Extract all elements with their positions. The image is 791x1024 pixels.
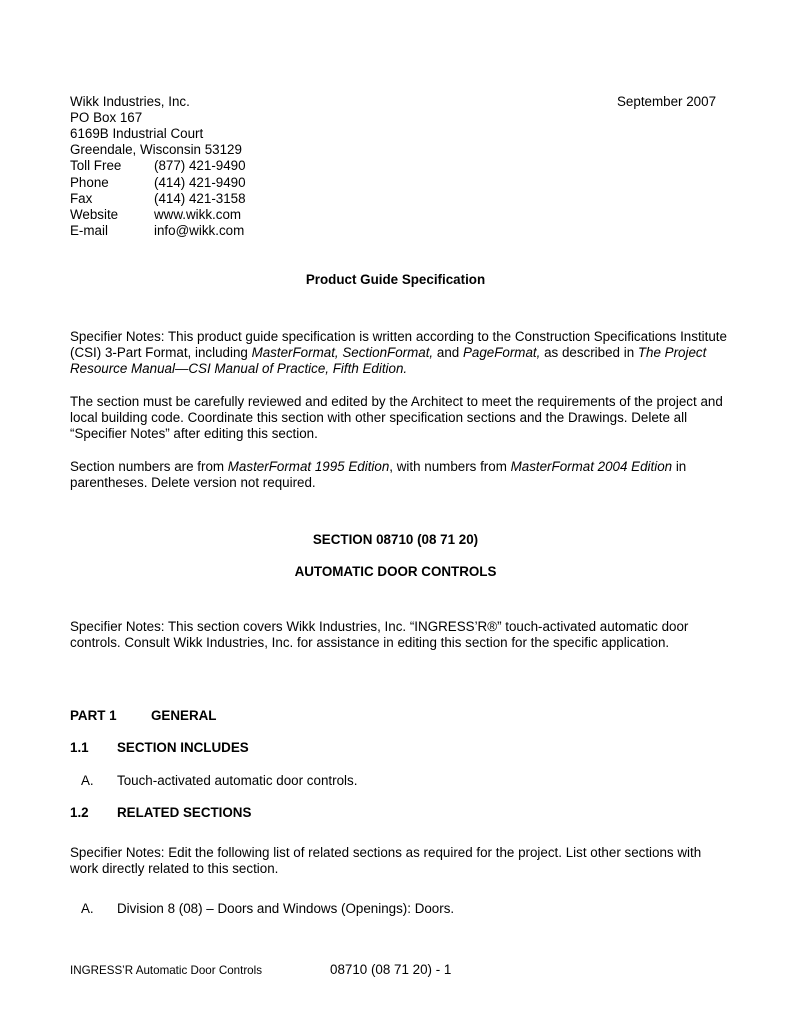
- list-item-text: Division 8 (08) – Doors and Windows (Openings): Doors.: [117, 901, 455, 916]
- contact-label: Phone: [70, 175, 109, 190]
- list-item-letter: A.: [81, 773, 94, 788]
- article-number: 1.1: [70, 740, 89, 755]
- company-name: Wikk Industries, Inc.: [70, 94, 190, 109]
- list-item-text: Touch-activated automatic door controls.: [117, 773, 358, 788]
- italic-run: MasterFormat, SectionFormat,: [251, 345, 434, 361]
- intro-paragraph-3: [70, 459, 730, 491]
- contact-toll-free: [70, 158, 246, 174]
- italic-run: PageFormat,: [462, 345, 541, 361]
- article-title: RELATED SECTIONS: [117, 805, 252, 820]
- intro-paragraph-2: The section must be carefully reviewed and edited by the Architect to meet the requirements of the project and local building code. Coordinate this section with other specification sections and the Drawings. Delete all “Specifier Notes” after editing this section.: [70, 394, 723, 442]
- section-number: SECTION 08710 (08 71 20): [312, 532, 479, 547]
- text-run: , with numbers from: [389, 459, 511, 474]
- list-item-letter: A.: [81, 901, 94, 916]
- section-title: AUTOMATIC DOOR CONTROLS: [294, 564, 497, 579]
- text-run: Specifier Notes: This product guide specification is written according to the Construction Specifications Institute (CSI) 3-Part Format, including: [70, 329, 727, 361]
- article-number: 1.2: [70, 805, 89, 820]
- intro-paragraph-1: [70, 329, 730, 378]
- city-state-zip: Greendale, Wisconsin 53129: [70, 142, 242, 157]
- contact-value: www.wikk.com: [154, 207, 242, 222]
- part-number: PART 1: [70, 708, 117, 723]
- contact-value: (877) 421-9490: [154, 158, 246, 173]
- contact-label: E-mail: [70, 223, 108, 238]
- article-title: SECTION INCLUDES: [117, 740, 249, 755]
- contact-website: [70, 207, 241, 223]
- contact-label: Website: [70, 207, 119, 222]
- footer-page-number: 08710 (08 71 20) - 1: [330, 962, 452, 977]
- related-sections-note: Specifier Notes: Edit the following list of related sections as required for the project. List other sections with work directly related to this section.: [70, 845, 702, 877]
- footer-product-name: INGRESS’R Automatic Door Controls: [70, 964, 263, 977]
- contact-email: [70, 223, 244, 239]
- contact-fax: [70, 191, 246, 207]
- street-address: 6169B Industrial Court: [70, 126, 204, 141]
- contact-value: info@wikk.com: [154, 223, 245, 238]
- contact-phone: [70, 175, 246, 191]
- document-date: September 2007: [617, 94, 717, 109]
- document-title: Product Guide Specification: [305, 272, 486, 287]
- contact-label: Toll Free: [70, 158, 122, 173]
- contact-value: (414) 421-9490: [154, 175, 246, 190]
- po-box: PO Box 167: [70, 110, 143, 125]
- contact-value: (414) 421-3158: [154, 191, 246, 206]
- italic-run: MasterFormat 2004 Edition: [510, 459, 673, 474]
- text-run: and: [433, 345, 463, 361]
- section-specifier-note: Specifier Notes: This section covers Wikk Industries, Inc. “INGRESS’R®” touch-activated automatic door controls. Consult Wikk Industries, Inc. for assistance in editing this section for the specific application.: [70, 619, 689, 651]
- contact-label: Fax: [70, 191, 93, 206]
- part-title: GENERAL: [151, 708, 217, 723]
- text-run: in parentheses. Delete version not required.: [70, 459, 687, 491]
- italic-run: The Project Resource Manual—CSI Manual of Practice, Fifth Edition.: [70, 345, 707, 377]
- italic-run: MasterFormat 1995 Edition: [227, 459, 390, 474]
- text-run: as described in: [540, 345, 638, 361]
- text-run: Section numbers are from: [70, 459, 228, 474]
